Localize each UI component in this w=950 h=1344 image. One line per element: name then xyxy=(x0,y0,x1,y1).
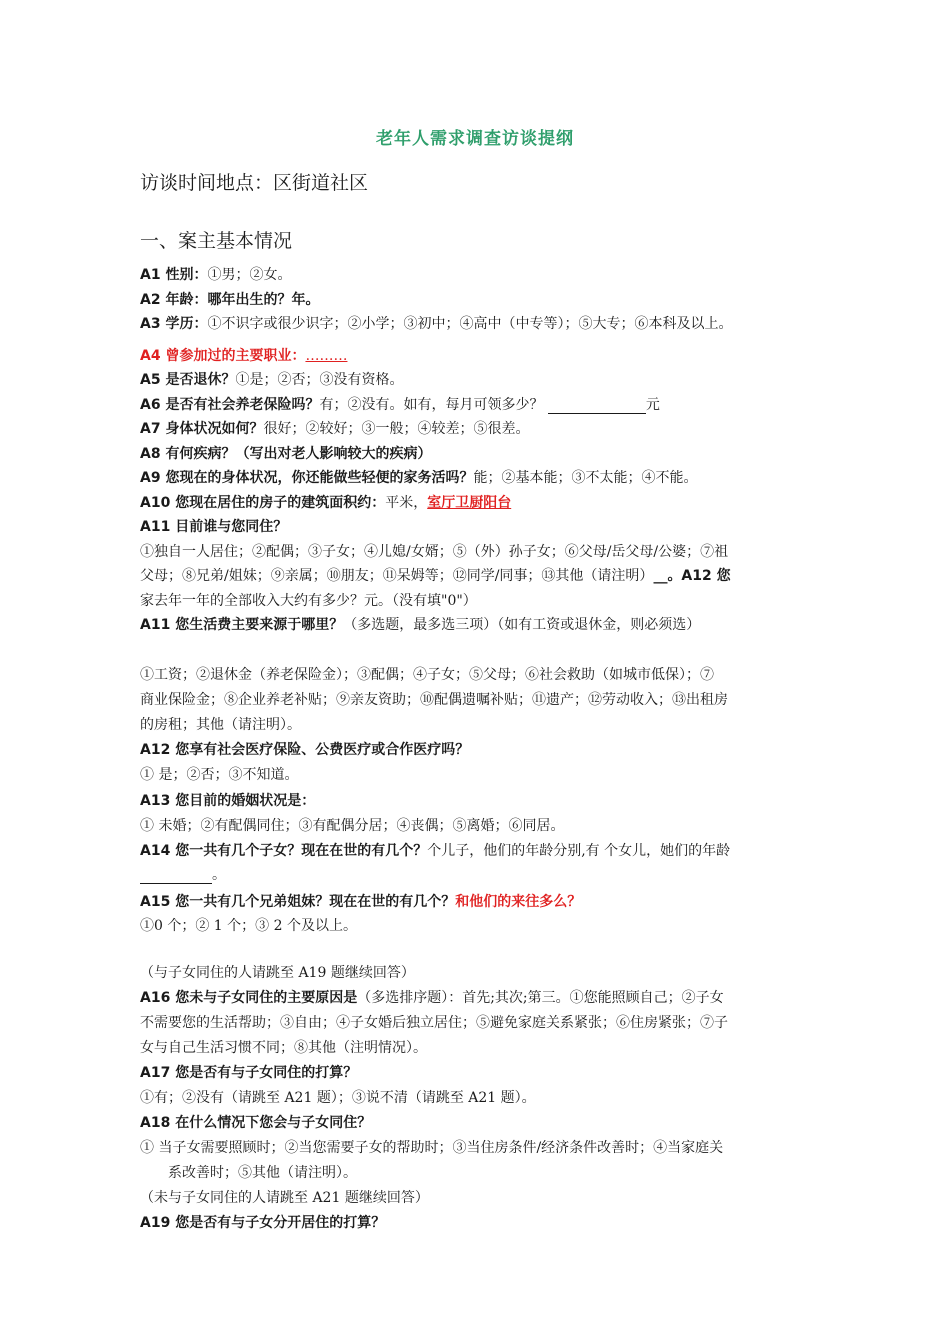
question-a10-options: 平米， xyxy=(385,495,428,511)
answer-blank xyxy=(548,399,646,414)
question-a13: A13 您目前的婚姻状况是： xyxy=(140,793,316,809)
question-a16-label: A16 您未与子女同住的主要原因是 xyxy=(140,990,358,1006)
question-a11b xyxy=(140,614,700,634)
question-a15 xyxy=(140,891,581,911)
question-a14-label: A14 您一共有几个子女？现在在世的有几个？ xyxy=(140,843,428,859)
question-a2: A2 年龄：哪年出生的？年。 xyxy=(140,292,320,308)
question-a15-options: ①0 个；② 1 个；③ 2 个及以上。 xyxy=(140,918,357,934)
question-a16 xyxy=(140,987,724,1007)
skip-note-2: （未与子女同住的人请跳至 A21 题继续回答） xyxy=(140,1190,429,1206)
question-a3-options: ①不识字或很少识字；②小学；③初中；④高中（中专等）；⑤大专；⑥本科及以上。 xyxy=(207,316,733,332)
question-a12-options: ① 是；②否；③不知道。 xyxy=(140,767,299,783)
question-a4-label: A4 曾参加过的主要职业： xyxy=(140,348,306,364)
question-a14 xyxy=(140,840,730,860)
question-a16-line1: （多选排序题）：首先;其次;第三。①您能照顾自己；②子女 xyxy=(357,990,724,1006)
question-a6-label: A6 是否有社会养老保险吗？ xyxy=(140,397,320,413)
question-a14-line2 xyxy=(140,864,226,884)
question-a5-label: A5 是否退休？ xyxy=(140,372,236,388)
question-a18-line2: 系改善时；⑤其他（请注明）。 xyxy=(168,1165,357,1181)
question-a10-rooms: 室厅卫厨阳台 xyxy=(427,495,512,511)
question-a13-options: ① 未婚；②有配偶同住；③有配偶分居；④丧偶；⑤离婚；⑥同居。 xyxy=(140,818,565,834)
question-a17-options: ①有；②没有（请跳至 A21 题）；③说不清（请跳至 A21 题）。 xyxy=(140,1090,536,1106)
question-a12: A12 您享有社会医疗保险、公费医疗或合作医疗吗？ xyxy=(140,742,470,758)
question-a11b-line3: 的房租；其他（请注明）。 xyxy=(140,717,301,733)
question-a8: A8 有何疾病？（写出对老人影响较大的疾病） xyxy=(140,446,432,462)
question-a14-end: 。 xyxy=(212,867,226,883)
question-a11b-label: A11 您生活费主要来源于哪里？ xyxy=(140,617,344,633)
question-a10 xyxy=(140,492,511,512)
question-a18: A18 在什么情况下您会与子女同住？ xyxy=(140,1115,372,1131)
question-a18-line1: ① 当子女需要照顾时；②当您需要子女的帮助时；③当住房条件/经济条件改善时；④当家庭关 xyxy=(140,1140,724,1156)
question-a9-label: A9 您现在的身体状况，你还能做些轻便的家务活吗？ xyxy=(140,470,474,486)
skip-note-1: （与子女同住的人请跳至 A19 题继续回答） xyxy=(140,965,415,981)
question-a11b-line1: ①工资；②退休金（养老保险金）；③配偶；④子女；⑤父母；⑥社会救助（如城市低保）；⑦ xyxy=(140,667,714,683)
question-a4-dots: ……… xyxy=(305,348,348,364)
question-a9-options: 能；②基本能；③不太能；④不能。 xyxy=(473,470,698,486)
question-a9 xyxy=(140,467,697,487)
question-a1-options: ①男；②女。 xyxy=(207,267,292,283)
question-a15-label: A15 您一共有几个兄弟姐妹？现在在世的有几个？ xyxy=(140,894,456,910)
question-a11-line1: ①独自一人居住；②配偶；③子女；④儿媳/女婿；⑤（外）孙子女；⑥父母/岳父母/公婆；⑦祖 xyxy=(140,544,729,560)
question-a4 xyxy=(140,345,347,365)
question-a11-line2 xyxy=(140,565,731,585)
question-a12-income-start: __。A12 您 xyxy=(653,568,731,584)
question-a19: A19 您是否有与子女分开居住的打算？ xyxy=(140,1215,386,1231)
question-a17: A17 您是否有与子女同住的打算？ xyxy=(140,1065,358,1081)
section-heading-1: 一、案主基本情况 xyxy=(140,230,293,252)
document-title: 老年人需求调查访谈提纲 xyxy=(376,129,574,149)
question-a14-options: 个儿子，他们的年龄分别,有 个女儿，她们的年龄 xyxy=(427,843,731,859)
question-a6-unit: 元 xyxy=(645,397,660,413)
interview-place: 访谈时间地点：区街道社区 xyxy=(140,172,369,194)
question-a3-label: A3 学历： xyxy=(140,316,208,332)
question-a7-label: A7 身体状况如何？ xyxy=(140,421,264,437)
question-a7 xyxy=(140,418,529,438)
question-a11: A11 目前谁与您同住？ xyxy=(140,519,288,535)
question-a11-line2-text: 父母；⑧兄弟/姐妹；⑨亲属；⑩朋友；⑪呆姆等；⑫同学/同事；⑬其他（请注明） xyxy=(140,568,654,584)
question-a11b-line2: 商业保险金；⑧企业养老补贴；⑨亲友资助；⑩配偶遗嘱补贴；⑪遗产；⑫劳动收入；⑬出租房 xyxy=(140,692,728,708)
question-a6-options: 有；②没有。如有，每月可领多少？ xyxy=(319,397,544,413)
question-a5-options: ①是；②否；③没有资格。 xyxy=(235,372,404,388)
question-a11-line3: 家去年一年的全部收入大约有多少？元。（没有填"0"） xyxy=(140,593,477,609)
question-a16-line2: 不需要您的生活帮助；③自由；④子女婚后独立居住；⑤避免家庭关系紧张；⑥住房紧张；⑦子 xyxy=(140,1015,728,1031)
question-a11b-note: （多选题，最多选三项）（如有工资或退休金，则必须选） xyxy=(343,617,701,633)
question-a1-label: A1 性别： xyxy=(140,267,208,283)
question-a3 xyxy=(140,313,732,333)
question-a5 xyxy=(140,369,403,389)
question-a10-label: A10 您现在居住的房子的建筑面积约： xyxy=(140,495,386,511)
question-a7-options: 很好；②较好；③一般；④较差；⑤很差。 xyxy=(263,421,530,437)
question-a6 xyxy=(140,394,660,414)
answer-blank xyxy=(140,869,212,884)
question-a16-line3: 女与自己生活习惯不同；⑧其他（注明情况）。 xyxy=(140,1040,427,1056)
question-a1 xyxy=(140,264,291,284)
question-a15-extra: 和他们的来往多么？ xyxy=(455,894,582,910)
